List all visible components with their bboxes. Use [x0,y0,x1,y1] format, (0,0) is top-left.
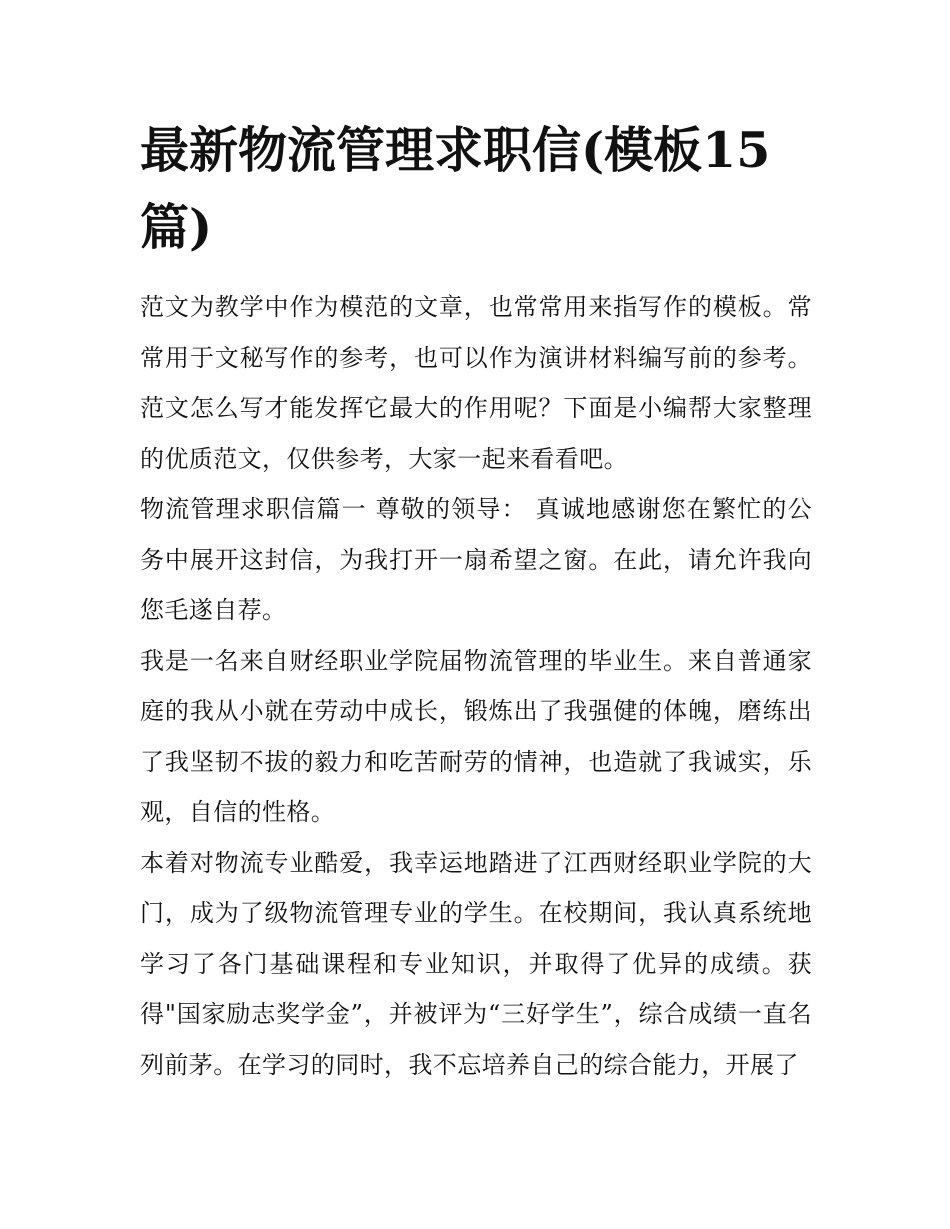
paragraph-greeting: 物流管理求职信篇一 尊敬的领导： 真诚地感谢您在繁忙的公务中展开这封信，为我打开一扇希望之窗。在此，请允许我向您毛遂自荐。 [140,495,812,624]
paragraph-intro: 范文为教学中作为模范的文章，也常常用来指写作的模板。常常用于文秘写作的参考，也可以作为演讲材料编写前的参考。范文怎么写才能发挥它最大的作用呢？下面是小编帮大家整理的优质范文，仅供参考，大家一起来看看吧。 [140,293,812,473]
paragraph-background: 我是一名来自财经职业学院届物流管理的毕业生。来自普通家庭的我从小就在劳动中成长，锻炼出了我强健的体魄，磨练出了我坚韧不拔的毅力和吃苦耐劳的情神，也造就了我诚实，乐观，自信的性格。 [140,646,812,826]
document-page [140,112,812,1090]
document-title: 最新物流管理求职信(模板15篇) [140,121,771,256]
paragraph-study: 本着对物流专业酷爱，我幸运地踏进了江西财经职业学院的大门，成为了级物流管理专业的学生。在校期间，我认真系统地学习了各门基础课程和专业知识，并取得了优异的成绩。获得"国家励志奖学金”，并被评为“三好学生”，综合成绩一直名列前茅。在学习的同时，我不忘培养自己的综合能力，开展了 [140,848,812,1079]
